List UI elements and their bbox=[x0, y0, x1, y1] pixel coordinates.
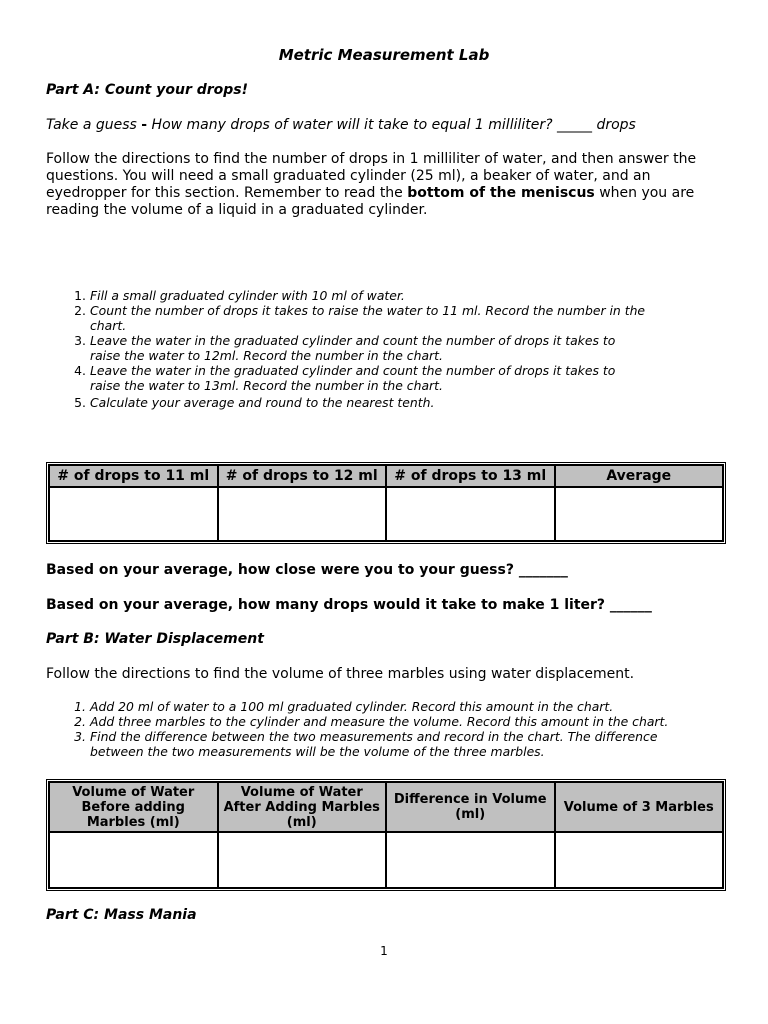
part-b-steps bbox=[46, 699, 686, 759]
guess-prefix: Take a guess bbox=[46, 117, 142, 133]
table-header: # of drops to 13 ml bbox=[386, 465, 555, 487]
list-item bbox=[46, 333, 646, 363]
table-header: Average bbox=[555, 465, 724, 487]
step-number: 2. bbox=[74, 303, 86, 318]
list-item bbox=[46, 729, 686, 759]
document-title: Metric Measurement Lab bbox=[278, 46, 490, 64]
step-number: 1. bbox=[74, 288, 86, 303]
step-number: 5. bbox=[74, 395, 86, 410]
table-header: Volume of Water Before adding Marbles (ml) bbox=[49, 782, 218, 832]
table-cell[interactable] bbox=[218, 832, 387, 888]
table-header: Volume of 3 Marbles bbox=[555, 782, 724, 832]
liter-question: Based on your average, how many drops would it take to make 1 liter? ______ bbox=[46, 597, 652, 613]
part-a-steps bbox=[46, 288, 646, 410]
guess-text: How many drops of water will it take to equal 1 milliliter? _____ drops bbox=[147, 117, 636, 133]
step-text: Add 20 ml of water to a 100 ml graduated cylinder. Record this amount in the chart. bbox=[90, 699, 614, 714]
table-cell[interactable] bbox=[49, 487, 218, 541]
table-row bbox=[49, 487, 723, 541]
step-text: Find the difference between the two measurements and record in the chart. The difference between the two measurements will be the volume of the three marbles. bbox=[90, 729, 658, 759]
table-cell[interactable] bbox=[555, 487, 724, 541]
list-item bbox=[46, 303, 646, 333]
step-number: 1. bbox=[74, 699, 86, 714]
table-header-row bbox=[49, 782, 723, 832]
drops-chart bbox=[46, 462, 726, 544]
list-item bbox=[46, 288, 646, 303]
part-a-heading: Part A: Count your drops! bbox=[46, 82, 249, 98]
list-item bbox=[46, 714, 686, 729]
table-cell[interactable] bbox=[218, 487, 387, 541]
step-text: Fill a small graduated cylinder with 10 ml of water. bbox=[90, 288, 405, 303]
step-number: 2. bbox=[74, 714, 86, 729]
step-text: Count the number of drops it takes to raise the water to 11 ml. Record the number in the chart. bbox=[90, 303, 646, 333]
part-a-intro bbox=[46, 151, 726, 219]
table-cell[interactable] bbox=[386, 487, 555, 541]
list-item bbox=[46, 395, 646, 410]
guess-prompt bbox=[46, 117, 726, 134]
step-text: Leave the water in the graduated cylinder and count the number of drops it takes to raise the water to 13ml. Record the number in the chart. bbox=[90, 363, 616, 393]
page-number: 1 bbox=[380, 944, 388, 958]
part-c-heading: Part C: Mass Mania bbox=[46, 907, 197, 923]
meniscus-emphasis: bottom of the meniscus bbox=[407, 185, 595, 201]
table-cell[interactable] bbox=[386, 832, 555, 888]
table-header: Difference in Volume (ml) bbox=[386, 782, 555, 832]
table-cell[interactable] bbox=[49, 832, 218, 888]
step-number: 3. bbox=[74, 333, 86, 348]
part-a-intro-start: Follow the directions to find the number of drops in 1 milliliter of water, and then answer the questions. You will need a small graduated cylinder (25 ml), a beaker of water, and an eyedropper for this section. Remember to read the bbox=[46, 151, 697, 201]
guess-dash: - bbox=[141, 117, 148, 133]
table-header-row bbox=[49, 465, 723, 487]
step-number: 4. bbox=[74, 363, 86, 378]
displacement-chart bbox=[46, 779, 726, 891]
list-item bbox=[46, 699, 686, 714]
part-a-intro-end: when you are reading the volume of a liquid in a graduated cylinder. bbox=[46, 185, 695, 218]
table-header: # of drops to 11 ml bbox=[49, 465, 218, 487]
table-header: Volume of Water After Adding Marbles (ml) bbox=[218, 782, 387, 832]
guess-comparison-question: Based on your average, how close were you to your guess? _______ bbox=[46, 562, 568, 578]
table-cell[interactable] bbox=[555, 832, 724, 888]
step-number: 3. bbox=[74, 729, 86, 744]
step-text: Add three marbles to the cylinder and measure the volume. Record this amount in the chart. bbox=[90, 714, 669, 729]
list-item bbox=[46, 363, 646, 393]
table-header: # of drops to 12 ml bbox=[218, 465, 387, 487]
part-b-heading: Part B: Water Displacement bbox=[46, 631, 264, 647]
step-text: Calculate your average and round to the nearest tenth. bbox=[90, 395, 435, 410]
step-text: Leave the water in the graduated cylinder and count the number of drops it takes to raise the water to 12ml. Record the number in the chart. bbox=[90, 333, 616, 363]
table-row bbox=[49, 832, 723, 888]
part-b-intro: Follow the directions to find the volume of three marbles using water displacement. bbox=[46, 666, 635, 682]
